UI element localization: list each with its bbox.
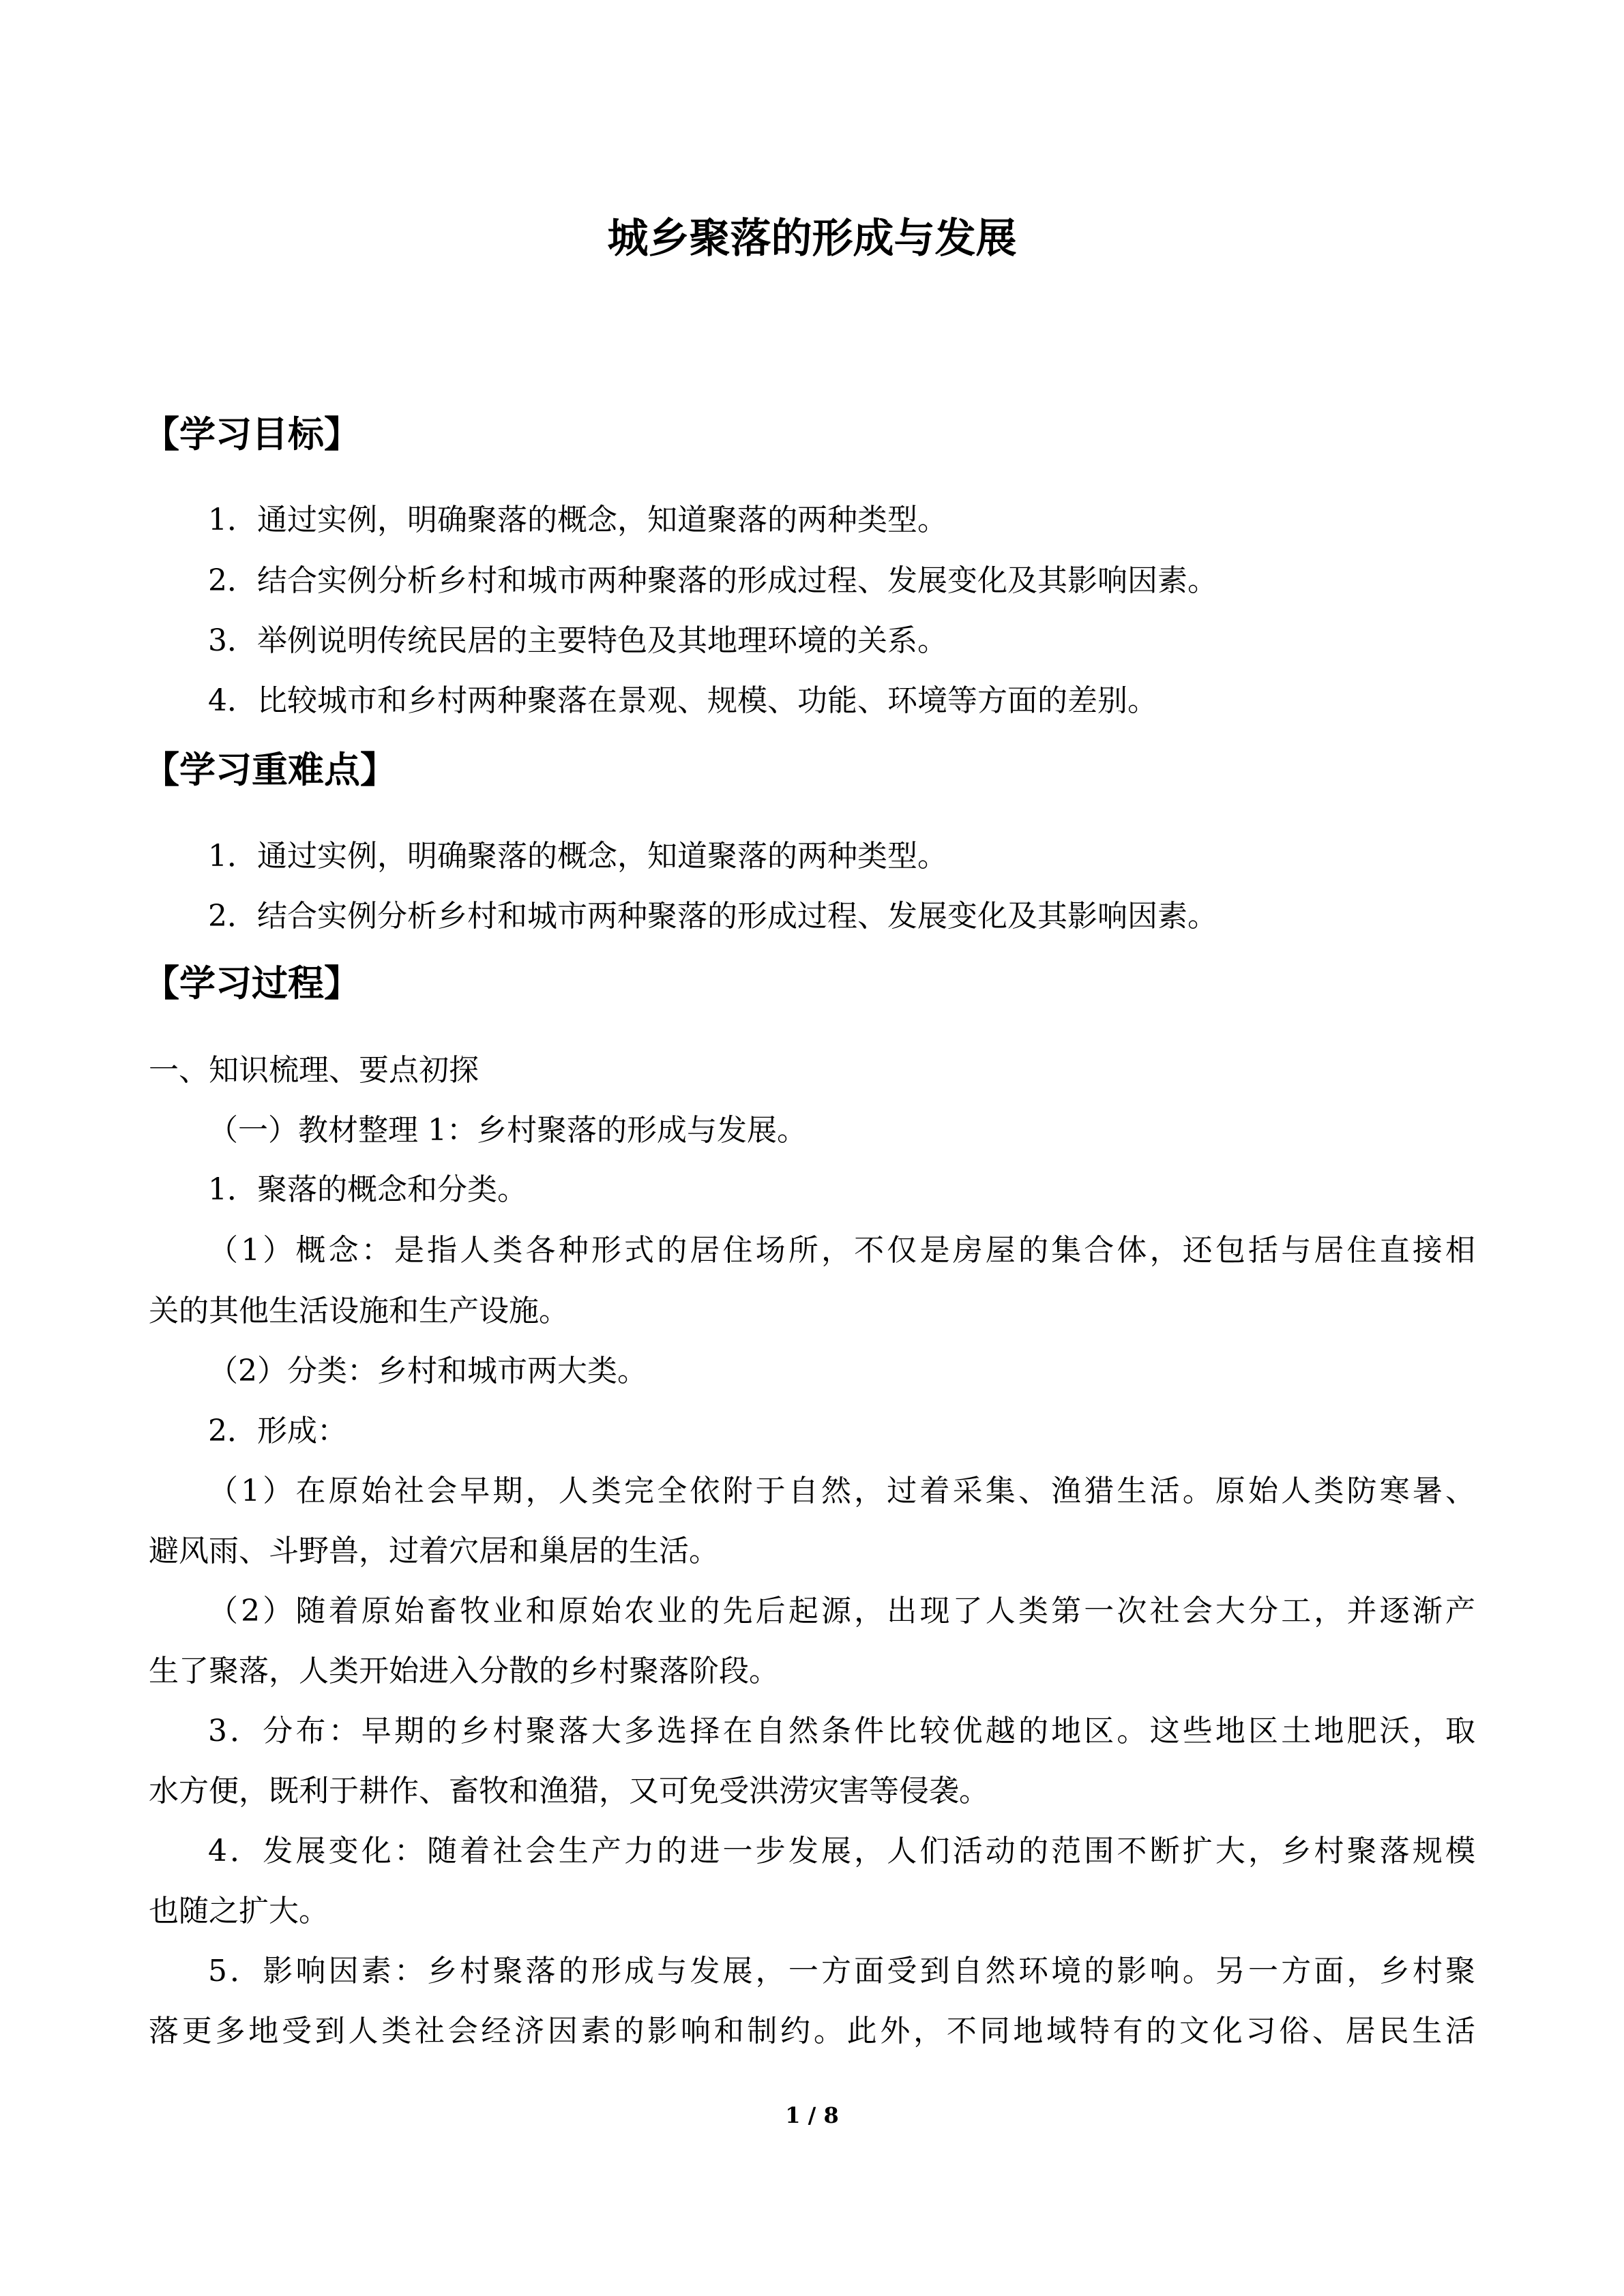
document-title: 城乡聚落的形成与发展 (607, 215, 1017, 263)
body-line: 落更多地受到人类社会经济因素的影响和制约。此外，不同地域特有的文化习俗、居民生活 (149, 2014, 1475, 2048)
body-line: （2）分类：乡村和城市两大类。 (208, 1354, 647, 1388)
part-title: 一、知识梳理、要点初探 (149, 1053, 479, 1088)
goal-item-2: 2．结合实例分析乡村和城市两种聚落的形成过程、发展变化及其影响因素。 (208, 563, 1217, 598)
body-line: 生了聚落，人类开始进入分散的乡村聚落阶段。 (149, 1654, 779, 1688)
body-line: 也随之扩大。 (149, 1894, 329, 1928)
section-heading-process: 【学习过程】 (143, 963, 360, 1004)
section-heading-goals: 【学习目标】 (143, 414, 360, 456)
body-line: 关的其他生活设施和生产设施。 (149, 1294, 569, 1328)
body-line: 1．聚落的概念和分类。 (208, 1172, 527, 1207)
body-line: 2．形成： (208, 1414, 347, 1448)
key-point-item-2: 2．结合实例分析乡村和城市两种聚落的形成过程、发展变化及其影响因素。 (208, 899, 1217, 934)
goal-item-4: 4．比较城市和乡村两种聚落在景观、规模、功能、环境等方面的差别。 (208, 683, 1157, 718)
page-number: 1 / 8 (785, 2102, 839, 2128)
key-point-item-1: 1．通过实例，明确聚落的概念，知道聚落的两种类型。 (208, 839, 947, 874)
body-line: 水方便，既利于耕作、畜牧和渔猎，又可免受洪涝灾害等侵袭。 (149, 1774, 989, 1808)
body-line: （1）概念：是指人类各种形式的居住场所，不仅是房屋的集合体，还包括与居住直接相 (208, 1233, 1475, 1268)
goal-item-1: 1．通过实例，明确聚落的概念，知道聚落的两种类型。 (208, 503, 947, 537)
section-heading-key-points: 【学习重难点】 (143, 749, 396, 791)
sub-title: （一）教材整理 1：乡村聚落的形成与发展。 (208, 1113, 807, 1148)
body-line: 4．发展变化：随着社会生产力的进一步发展，人们活动的范围不断扩大，乡村聚落规模 (208, 1834, 1475, 1868)
body-line: 5．影响因素：乡村聚落的形成与发展，一方面受到自然环境的影响。另一方面，乡村聚 (208, 1954, 1475, 1988)
body-line: （2）随着原始畜牧业和原始农业的先后起源，出现了人类第一次社会大分工，并逐渐产 (208, 1594, 1475, 1628)
goal-item-3: 3．举例说明传统民居的主要特色及其地理环境的关系。 (208, 623, 947, 658)
body-line: 3．分布：早期的乡村聚落大多选择在自然条件比较优越的地区。这些地区土地肥沃，取 (208, 1714, 1475, 1748)
body-line: 避风雨、斗野兽，过着穴居和巢居的生活。 (149, 1534, 719, 1568)
body-line: （1）在原始社会早期，人类完全依附于自然，过着采集、渔猎生活。原始人类防寒暑、 (208, 1474, 1475, 1508)
